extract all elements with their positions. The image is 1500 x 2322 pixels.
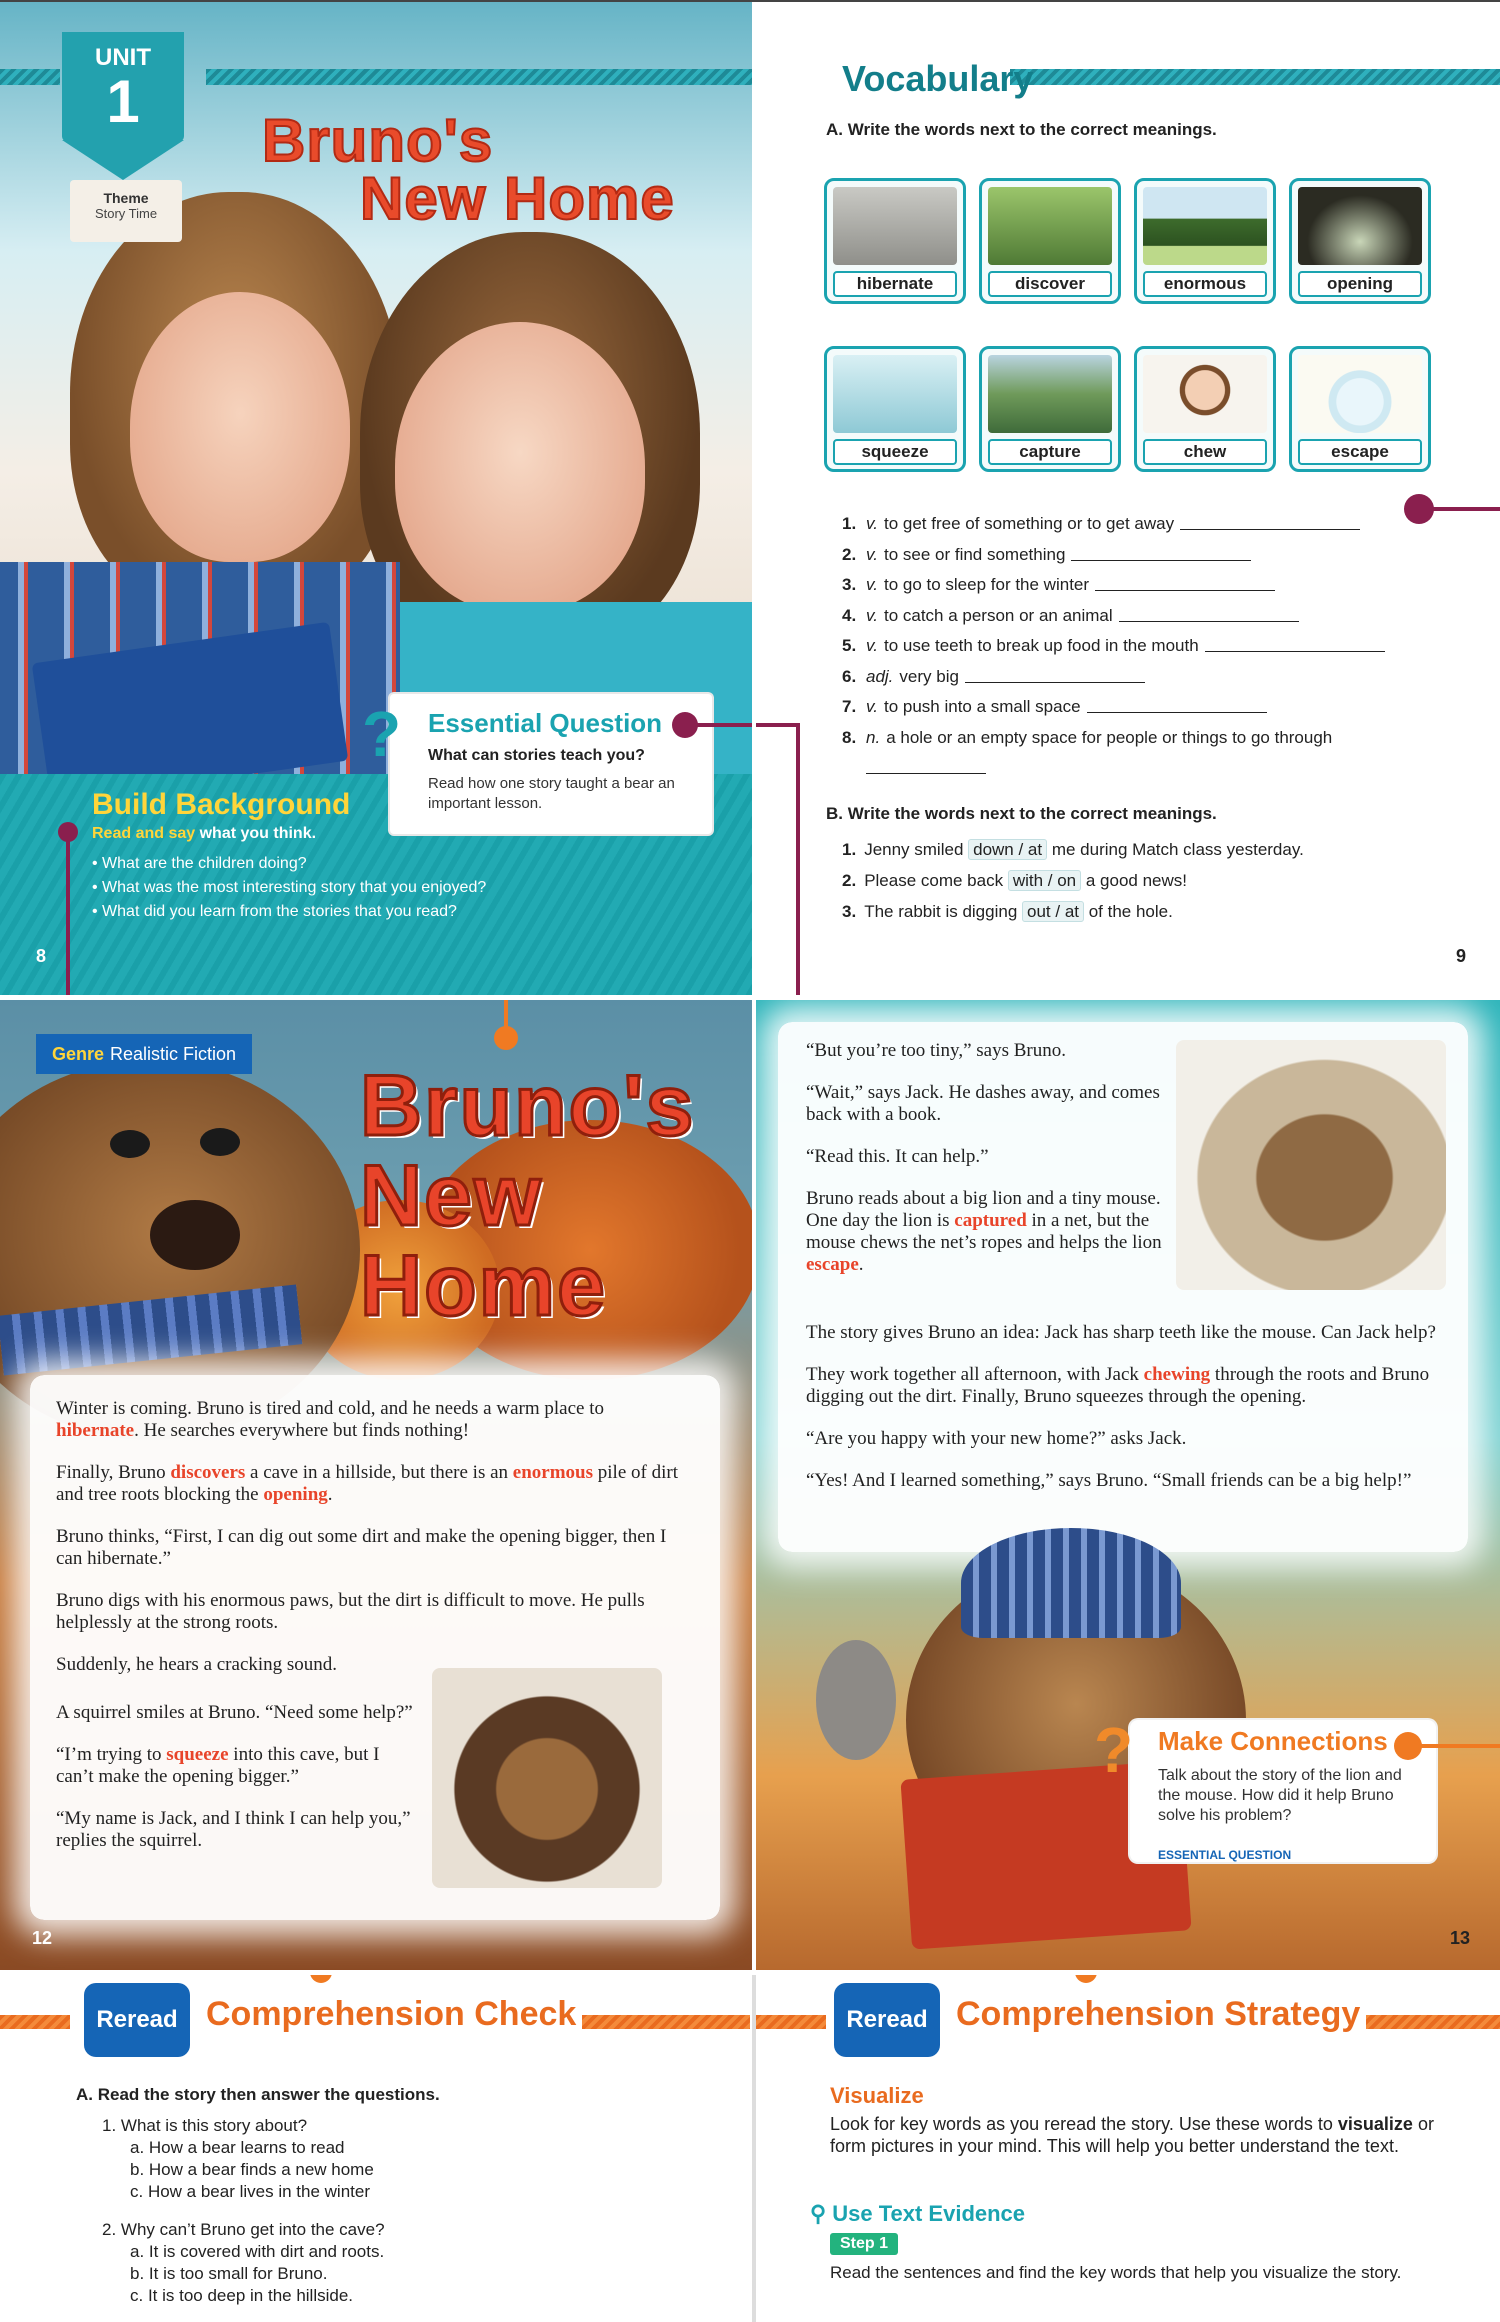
question-text: 2. Why can’t Bruno get into the cave? <box>102 2220 385 2239</box>
vocab-card-squeeze <box>824 346 966 472</box>
fill-in-item: 1. Jenny smiled down / at me during Match class yesterday. <box>842 840 1304 859</box>
story-paragraph: “But you’re too tiny,” says Bruno. <box>806 1040 1066 1061</box>
instruction-a: A. Write the words next to the correct meanings. <box>826 120 1217 139</box>
list-item: • What did you learn from the stories that you read? <box>92 900 486 924</box>
definition-item: 8. n. a hole or an empty space for people or things to go through <box>842 727 1333 747</box>
choice-box[interactable]: with / on <box>1008 870 1081 891</box>
make-connections-title: Make Connections <box>1158 1726 1388 1756</box>
bear-in-roots-illustration <box>432 1668 662 1888</box>
choice-box[interactable]: down / at <box>968 839 1047 860</box>
story-text-top <box>56 1398 686 1696</box>
vocab-word: squeeze <box>166 1744 229 1765</box>
comprehension-check-title: Comprehension Check <box>200 1995 582 2034</box>
read-and-say: Read and say <box>92 825 196 842</box>
reread-badge: Reread <box>84 1983 190 2057</box>
story-paragraph: Suddenly, he hears a cracking sound. <box>56 1654 338 1675</box>
answer-option[interactable]: c. It is too deep in the hillside. <box>130 2286 354 2305</box>
definition-item: 5. v. to use teeth to break up food in the mouth <box>842 636 1442 667</box>
connector-line <box>796 723 800 995</box>
what-you-think: what you think. <box>195 825 317 842</box>
definition-item: 4. v. to catch a person or an animal <box>842 606 1442 637</box>
answer-option[interactable]: c. How a bear lives in the winter <box>130 2182 370 2201</box>
answer-option[interactable]: a. How a bear learns to read <box>130 2138 345 2157</box>
page-12-story <box>0 1000 752 1970</box>
magnifier-icon: ⚲ <box>810 2201 833 2226</box>
big-tree-image <box>1143 187 1267 265</box>
page-number: 8 <box>36 946 47 966</box>
step-badge: Step 1 <box>830 2233 898 2255</box>
fill-in-item: 3. The rabbit is digging out / at of the hole. <box>842 902 1173 921</box>
answer-blank[interactable] <box>965 682 1145 683</box>
question-2 <box>102 2219 385 2307</box>
squirrel <box>816 1640 896 1760</box>
story-paragraph: “My name is Jack, and I think I can help you,” replies the squirrel. <box>56 1808 411 1851</box>
bear-in-tree-image <box>833 187 957 265</box>
vocab-card-enormous <box>1134 178 1276 304</box>
question-mark-icon: ? <box>362 698 402 770</box>
girl-left-face <box>130 292 350 562</box>
title-bar <box>0 2015 70 2029</box>
spread-story <box>0 1000 1500 1970</box>
question-1 <box>102 2115 374 2203</box>
list-item: • What are the children doing? <box>92 852 486 876</box>
story-paragraph: A squirrel smiles at Bruno. “Need some help?” <box>56 1702 413 1723</box>
fill-in-item: 2. Please come back with / on a good news! <box>842 871 1187 890</box>
vocab-word: discovers <box>170 1462 246 1483</box>
answer-option[interactable]: b. How a bear finds a new home <box>130 2160 374 2179</box>
bear-and-squirrel-illustration <box>1176 1040 1446 1290</box>
card-label: discover <box>988 271 1112 297</box>
use-text-evidence: ⚲ Use Text Evidence <box>810 2201 1026 2226</box>
connector-line <box>1420 1744 1500 1748</box>
vocab-word: chewing <box>1143 1364 1211 1385</box>
bear-eye <box>110 1130 150 1158</box>
vocab-word: hibernate <box>56 1420 135 1441</box>
cover-title-line2: New Home <box>360 165 675 232</box>
essential-question-tag: ESSENTIAL QUESTION <box>1158 1848 1292 1862</box>
connector-dot <box>1075 1975 1097 1983</box>
card-label: capture <box>988 439 1112 465</box>
connector-line <box>756 723 800 727</box>
cover-title-line1: Bruno's <box>262 107 494 174</box>
answer-blank[interactable] <box>1205 651 1385 652</box>
story-title-line3: Home <box>360 1238 607 1334</box>
fill-in-list <box>842 840 1304 933</box>
story-paragraph: “Are you happy with your new home?” asks Jack. <box>806 1428 1187 1449</box>
vocab-word: escape <box>806 1254 859 1275</box>
vocab-card-opening <box>1289 178 1431 304</box>
bear-nose <box>150 1200 240 1270</box>
essential-question-title: Essential Question <box>428 708 663 738</box>
visualize-title: Visualize <box>830 2083 924 2108</box>
story-paragraph: “Yes! And I learned something,” says Bruno. “Small friends can be a big help!” <box>806 1470 1412 1491</box>
story-paragraph: Bruno reads about a big lion and a tiny mouse. One day the lion is captured in a net, but the mouse chews the net’s ropes and helps the lion escape. <box>806 1188 1162 1275</box>
vocab-word: opening <box>263 1484 328 1505</box>
connector-dot <box>310 1975 332 1983</box>
story-paragraph: Bruno thinks, “First, I can dig out some dirt and make the opening bigger, then I can hibernate.” <box>56 1526 667 1569</box>
instruction-b: B. Write the words next to the correct meanings. <box>826 804 1217 823</box>
girl-right-face <box>395 322 645 612</box>
story-paragraph: “Read this. It can help.” <box>806 1146 989 1167</box>
keyword: visualize <box>1337 2114 1413 2134</box>
definition-item: 3. v. to go to sleep for the winter <box>842 575 1442 606</box>
definition-item: 1. v. to get free of something or to get away <box>842 514 1442 545</box>
suitcase-image <box>833 355 957 433</box>
instruction-a: A. Read the story then answer the questions. <box>76 2085 440 2104</box>
question-mark-icon: ? <box>1094 1714 1134 1786</box>
answer-blank[interactable] <box>1087 712 1267 713</box>
vocab-card-chew <box>1134 346 1276 472</box>
theme-value: Story Time <box>94 206 158 221</box>
definition-item-continued <box>842 758 1442 789</box>
vocab-card-discover <box>979 178 1121 304</box>
step-instruction: Read the sentences and find the key words that help you visualize the story. <box>830 2263 1402 2282</box>
answer-blank[interactable] <box>1071 560 1251 561</box>
definition-item: 2. v. to see or find something <box>842 545 1442 576</box>
genre-label: Genre Realistic Fiction <box>36 1034 252 1074</box>
essential-question-body: Read how one story taught a bear an important lesson. <box>428 775 675 812</box>
definition-list <box>842 514 1442 789</box>
choice-box[interactable]: out / at <box>1022 901 1084 922</box>
bear-eye <box>200 1128 240 1156</box>
connector-line <box>690 723 752 727</box>
answer-blank[interactable] <box>866 773 986 774</box>
spread-vocabulary <box>0 0 1500 995</box>
comprehension-strategy-title: Comprehension Strategy <box>950 1995 1366 2034</box>
story-title-line2: New <box>360 1148 543 1244</box>
definition-item: 7. v. to push into a small space <box>842 697 1442 728</box>
story-paragraph: “Wait,” says Jack. He dashes away, and comes back with a book. <box>806 1082 1160 1125</box>
definition-item: 6. adj. very big <box>842 667 1442 698</box>
essential-question-text: What can stories teach you? <box>428 747 645 764</box>
unit-label: UNIT <box>95 44 151 71</box>
answer-option[interactable]: b. It is too small for Bruno. <box>130 2264 328 2283</box>
page-number: 12 <box>32 1928 53 1948</box>
unit-number: 1 <box>106 68 140 135</box>
cave-image <box>1298 187 1422 265</box>
story-paragraph: “I’m trying to squeeze into this cave, but I can’t make the opening bigger.” <box>56 1744 380 1787</box>
story-paragraph: Finally, Bruno discovers a cave in a hillside, but there is an enormous pile of dirt and tree roots blocking the opening. <box>56 1462 678 1505</box>
fishing-image <box>988 355 1112 433</box>
question-text: 1. What is this story about? <box>102 2116 308 2135</box>
vocab-word: captured <box>954 1210 1027 1231</box>
reread-badge: Reread <box>834 1983 940 2057</box>
fishbowl-image <box>1298 355 1422 433</box>
answer-blank[interactable] <box>1180 529 1360 530</box>
magnifier-image <box>988 187 1112 265</box>
spread-comprehension <box>0 1975 1500 2322</box>
card-label: escape <box>1298 439 1422 465</box>
build-background-sub <box>92 825 316 843</box>
title-bar-left <box>0 69 60 85</box>
answer-blank[interactable] <box>1119 621 1299 622</box>
title-bar-right <box>206 69 752 85</box>
story-title-line1: Bruno's <box>360 1058 696 1154</box>
vocab-card-escape <box>1289 346 1431 472</box>
title-bar <box>756 2015 826 2029</box>
vocab-card-hibernate <box>824 178 966 304</box>
story-text-top <box>806 1040 1166 1296</box>
unit-arrow <box>62 140 184 180</box>
answer-option[interactable]: a. It is covered with dirt and roots. <box>130 2242 385 2261</box>
card-label: chew <box>1143 439 1267 465</box>
build-background-title: Build Background <box>92 788 351 821</box>
story-text-bottom <box>806 1322 1446 1512</box>
story-paragraph: They work together all afternoon, with Jack chewing through the roots and Bruno digging out the dirt. Finally, Bruno squeezes through the opening. <box>806 1364 1430 1407</box>
make-connections-body: Talk about the story of the lion and the mouse. How did it help Bruno solve his problem? <box>1158 1767 1402 1824</box>
list-item: • What was the most interesting story that you enjoyed? <box>92 876 486 900</box>
story-paragraph: The story gives Bruno an idea: Jack has sharp teeth like the mouse. Can Jack help? <box>806 1322 1436 1343</box>
vocab-card-capture <box>979 346 1121 472</box>
bear-hat <box>961 1528 1181 1638</box>
vocabulary-bar <box>1010 69 1500 85</box>
page-number: 9 <box>1456 946 1467 966</box>
connector-line <box>504 1000 508 1030</box>
answer-blank[interactable] <box>1095 590 1275 591</box>
connector-line <box>1428 507 1500 511</box>
boy-chewing-image <box>1143 355 1267 433</box>
story-text-bottom <box>56 1702 416 1872</box>
card-label: opening <box>1298 271 1422 297</box>
page-number: 13 <box>1450 1928 1471 1948</box>
connector-dot <box>1394 1732 1422 1760</box>
timeline-line <box>66 832 70 995</box>
card-label: enormous <box>1143 271 1267 297</box>
theme-label: Theme <box>103 190 149 206</box>
theme-box <box>70 180 182 242</box>
page-8-opener <box>0 2 752 995</box>
card-label: squeeze <box>833 439 957 465</box>
story-paragraph: Bruno digs with his enormous paws, but the dirt is difficult to move. He pulls helplessly at the strong roots. <box>56 1590 645 1633</box>
visualize-body: Look for key words as you reread the story. Use these words to visualize or form pictures in your mind. This will help you better understand the text. <box>830 2114 1434 2156</box>
build-background-list <box>92 852 486 924</box>
card-label: hibernate <box>833 271 957 297</box>
vocabulary-title: Vocabulary <box>842 58 1034 99</box>
vocab-word: enormous <box>512 1462 594 1483</box>
story-paragraph: Winter is coming. Bruno is tired and cold, and he needs a warm place to hibernate. He searches everywhere but finds nothing! <box>56 1398 604 1441</box>
